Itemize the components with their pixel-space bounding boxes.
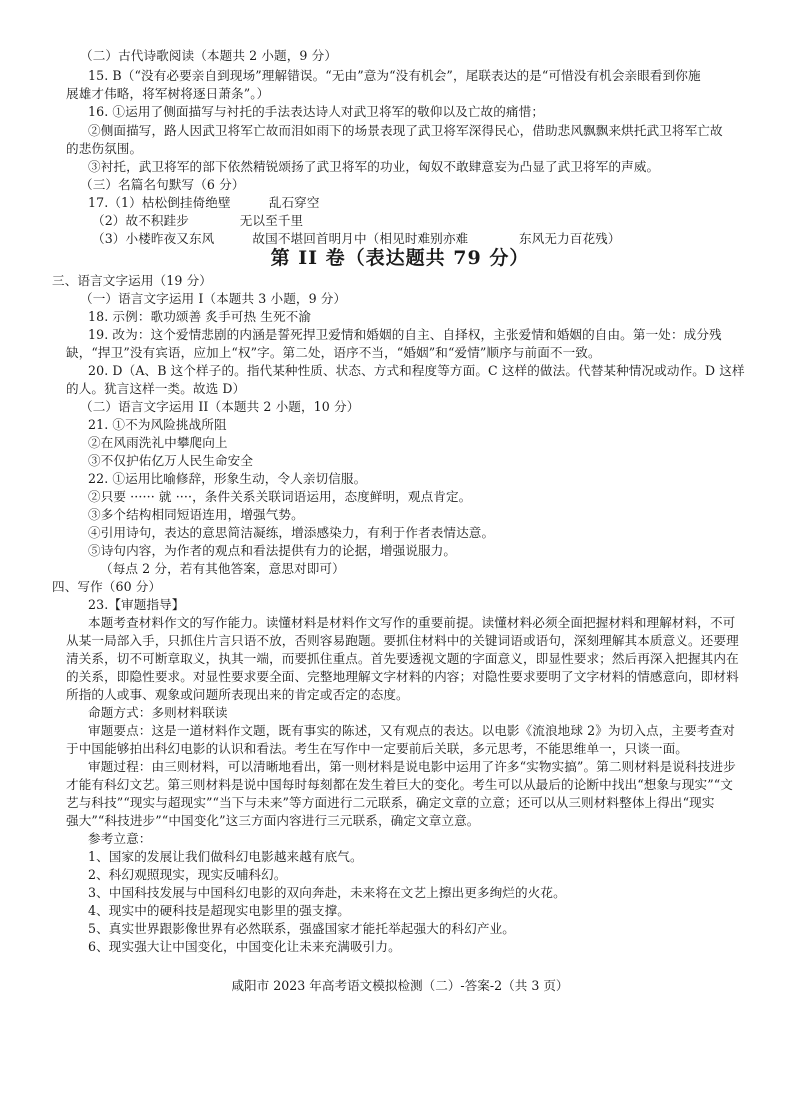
text-line: 的关系，即隐性要求。对显性要求要全面、完整地理解文字材料的内容；对隐性要求要明了文字材料的情感意向，即材料 <box>66 669 739 684</box>
text-line: （二）古代诗歌阅读（本题共 2 小题，9 分） <box>80 48 338 63</box>
text-line: 2、科幻观照现实，现实反哺科幻。 <box>88 867 287 882</box>
text-line: 清关系，切不可断章取义，执其一端，而要抓住重点。首先要透视文题的字面意义，即显性要求；然后再深入把握其内在 <box>66 651 739 666</box>
text-line: 四、写作（60 分） <box>52 579 162 594</box>
text-line: 15. B（“没有必要亲自到现场”理解错误。“无由”意为“没有机会”，尾联表达的是“可惜没有机会亲眼看到你施 <box>88 68 701 83</box>
text-line: （3）小楼昨夜又东风 故国不堪回首明月中（相见时难别亦难 东风无力百花残） <box>92 231 621 246</box>
text-line: 18. 示例：歌功颂善 炙手可热 生死不渝 <box>88 309 312 324</box>
text-line: ⑤诗句内容，为作者的观点和看法提供有力的论据，增强说服力。 <box>88 543 457 558</box>
text-line: 19. 改为：这个爱情悲剧的内涵是誓死捍卫爱情和婚姻的自主、自择权，主张爱情和婚姻的自由。第一处：成分残 <box>88 327 722 342</box>
text-line: 17.（1）枯松倒挂倚绝壁 乱石穿空 <box>88 195 320 210</box>
text-line: ③不仅护佑亿万人民生命安全 <box>88 453 254 468</box>
page-footer: 咸阳市 2023 年高考语文模拟检测（二）-答案-2（共 3 页） <box>231 978 569 993</box>
text-line: 的人。犹言这样一类。故选 D） <box>66 381 246 396</box>
text-line: （每点 2 分，若有其他答案，意思对即可） <box>100 561 345 576</box>
text-line: 1、国家的发展让我们做科幻电影越来越有底气。 <box>88 849 363 864</box>
text-line: 20. D（A、B 这个样子的。指代某种性质、状态、方式和程度等方面。C 这样的做法。代替某种情况或动作。D 这样 <box>88 363 745 378</box>
text-line: 缺，“捍卫”没有宾语，应加上“权”字。第二处，语序不当，“婚姻”和“爱情”顺序与前面不一致。 <box>66 345 601 360</box>
text-line: ②在风雨洗礼中攀爬向上 <box>88 435 228 450</box>
text-line: ③衬托，武卫将军的部下依然精锐颂扬了武卫将军的功业，匈奴不敢肆意妄为凸显了武卫将军的声威。 <box>88 159 660 174</box>
text-line: （2）故不积跬步 无以至千里 <box>92 213 304 228</box>
text-line: 的悲伤氛围。 <box>66 141 143 156</box>
text-line: 23.【审题指导】 <box>88 597 185 612</box>
text-line: 22. ①运用比喻修辞，形象生动，令人亲切信服。 <box>88 471 367 486</box>
text-line: 5、真实世界跟影像世界有必然联系，强盛国家才能托举起强大的科幻产业。 <box>88 921 516 936</box>
text-line: 命题方式：多则材料联读 <box>88 705 228 720</box>
text-line: 16. ①运用了侧面描写与衬托的手法表达诗人对武卫将军的敬仰以及亡故的痛惜； <box>88 104 545 119</box>
text-line: 参考立意： <box>88 831 152 846</box>
text-line: 于中国能够拍出科幻电影的认识和看法。考生在写作中一定要前后关联，多元思考，不能思维单一，只谈一面。 <box>66 741 688 756</box>
text-line: 审题要点：这是一道材料作文题，既有事实的陈述，又有观点的表达。以电影《流浪地球 2》为切入点，主要考查对 <box>88 723 735 738</box>
text-line: （一）语言文字运用 I（本题共 3 小题，9 分） <box>80 291 347 306</box>
text-line: 展雄才伟略，将军树将逐日萧条”。） <box>66 86 270 101</box>
text-line: ④引用诗句，表达的意思简洁凝练，增添感染力，有利于作者表情达意。 <box>88 525 495 540</box>
text-line: 强大”“科技进步”“中国变化”这三方面内容进行三元联系，确定文章立意。 <box>66 813 480 828</box>
section-heading: 第 II 卷（表达题共 79 分） <box>270 247 530 269</box>
text-line: 本题考查材料作文的写作能力。读懂材料是材料作文写作的重要前提。读懂材料必须全面把握材料和理解材料，不可 <box>88 615 736 630</box>
text-line: 三、语言文字运用（19 分） <box>52 273 212 288</box>
text-line: ②侧面描写，路人因武卫将军亡故而泪如雨下的场景表现了武卫将军深得民心，借助悲风飘飘来烘托武卫将军亡故 <box>88 123 723 138</box>
text-line: ②只要 ······ 就 ····，条件关系关联词语运用，态度鲜明，观点肯定。 <box>88 489 472 504</box>
text-line: 所指的人或事、观象或问题所表现出来的肯定或否定的态度。 <box>66 687 409 702</box>
text-line: 艺与科技”“现实与超现实”“当下与未来”等方面进行二元联系，确定文章的立意；还可以从三则材料整体上得出“现实 <box>66 795 715 810</box>
text-line: ③多个结构相同短语连用，增强气势。 <box>88 507 304 522</box>
text-line: 从某一局部入手，只抓住片言只语不放，否则容易跑题。要抓住材料中的关键词语或语句，深刻理解其本质意义。还要理 <box>66 633 739 648</box>
text-line: 审题过程：由三则材料，可以清晰地看出，第一则材料是说电影中运用了许多“实物实搞”。第二则材料是说科技进步 <box>88 759 736 774</box>
text-line: （二）语言文字运用 II（本题共 2 小题，10 分） <box>80 399 360 414</box>
text-line: 3、中国科技发展与中国科幻电影的双向奔赴，未来将在文艺上擦出更多绚烂的火花。 <box>88 885 566 900</box>
text-line: 6、现实强大让中国变化，中国变化让未来充满吸引力。 <box>88 939 401 954</box>
text-line: 21. ①不为风险挑战所阻 <box>88 417 227 432</box>
text-line: （三）名篇名句默写（6 分） <box>80 177 245 192</box>
text-line: 4、现实中的硬科技是超现实电影里的强支撑。 <box>88 903 350 918</box>
text-line: 才能有科幻文艺。第三则材料是说中国每时每刻都在发生着巨大的变化。考生可以从最后的论断中找出“想象与现实”“文 <box>66 777 733 792</box>
